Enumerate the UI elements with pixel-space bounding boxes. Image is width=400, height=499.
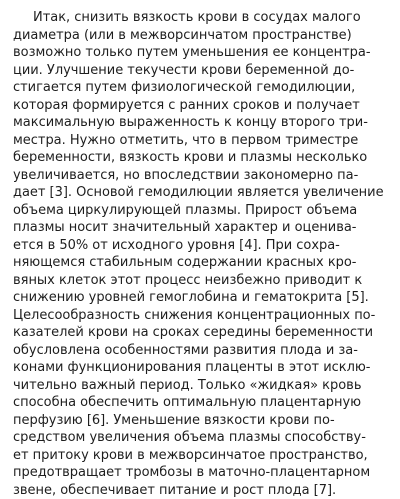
text-line-2: диаметра (или в межворсинчатом пространстве) — [13, 27, 393, 45]
text-line-16: вяных клеток этот процесс неизбежно приводит к — [13, 272, 393, 290]
text-line-18: Целесообразность снижения концентрационных по- — [13, 307, 393, 325]
text-line-6: которая формируется с ранних сроков и получает — [13, 97, 393, 115]
text-line-11: дает [3]. Основой гемодилюции является увеличение — [13, 184, 393, 202]
text-line-27: предотвращает тромбозы в маточно-плацентарном — [13, 464, 393, 482]
text-line-19: казателей крови на сроках середины беременности — [13, 324, 393, 342]
text-line-28: звене, обеспечивает питание и рост плода [7]. — [13, 482, 393, 499]
text-line-14: ется в 50% от исходного уровня [4]. При сохра- — [13, 237, 393, 255]
text-line-15: няющемся стабильным содержании красных кро- — [13, 254, 393, 272]
text-line-23: способна обеспечить оптимальную плацентарную — [13, 394, 393, 412]
text-line-26: ет притоку крови в межворсинчатое пространство, — [13, 447, 393, 465]
text-line-20: обусловлена особенностями развития плода и за- — [13, 342, 393, 360]
text-line-10: увеличивается, но впоследствии закономерно па- — [13, 167, 393, 185]
text-line-12: объема циркулирующей плазмы. Прирост объема — [13, 202, 393, 220]
text-line-4: ции. Улучшение текучести крови беременной до- — [13, 62, 393, 80]
text-line-1: Итак, снизить вязкость крови в сосудах малого — [13, 9, 393, 27]
text-line-22: чительно важный период. Только «жидкая» кровь — [13, 377, 393, 395]
text-line-13: плазмы носит значительный характер и оценива- — [13, 219, 393, 237]
text-line-24: перфузию [6]. Уменьшение вязкости крови по- — [13, 412, 393, 430]
text-line-9: беременности, вязкость крови и плазмы несколько — [13, 149, 393, 167]
text-line-21: конами функционирования плаценты в этот исклю- — [13, 359, 393, 377]
text-line-25: средством увеличения объема плазмы способству- — [13, 429, 393, 447]
text-line-3: возможно только путем уменьшения ее концентра- — [13, 44, 393, 62]
text-line-8: местра. Нужно отметить, что в первом триместре — [13, 132, 393, 150]
paragraph — [13, 9, 393, 499]
document-page — [13, 9, 393, 499]
text-line-5: стигается путем физиологической гемодилюции, — [13, 79, 393, 97]
text-line-7: максимальную выраженность к концу второго три- — [13, 114, 393, 132]
text-line-17: снижению уровней гемоглобина и гематокрита [5]. — [13, 289, 393, 307]
